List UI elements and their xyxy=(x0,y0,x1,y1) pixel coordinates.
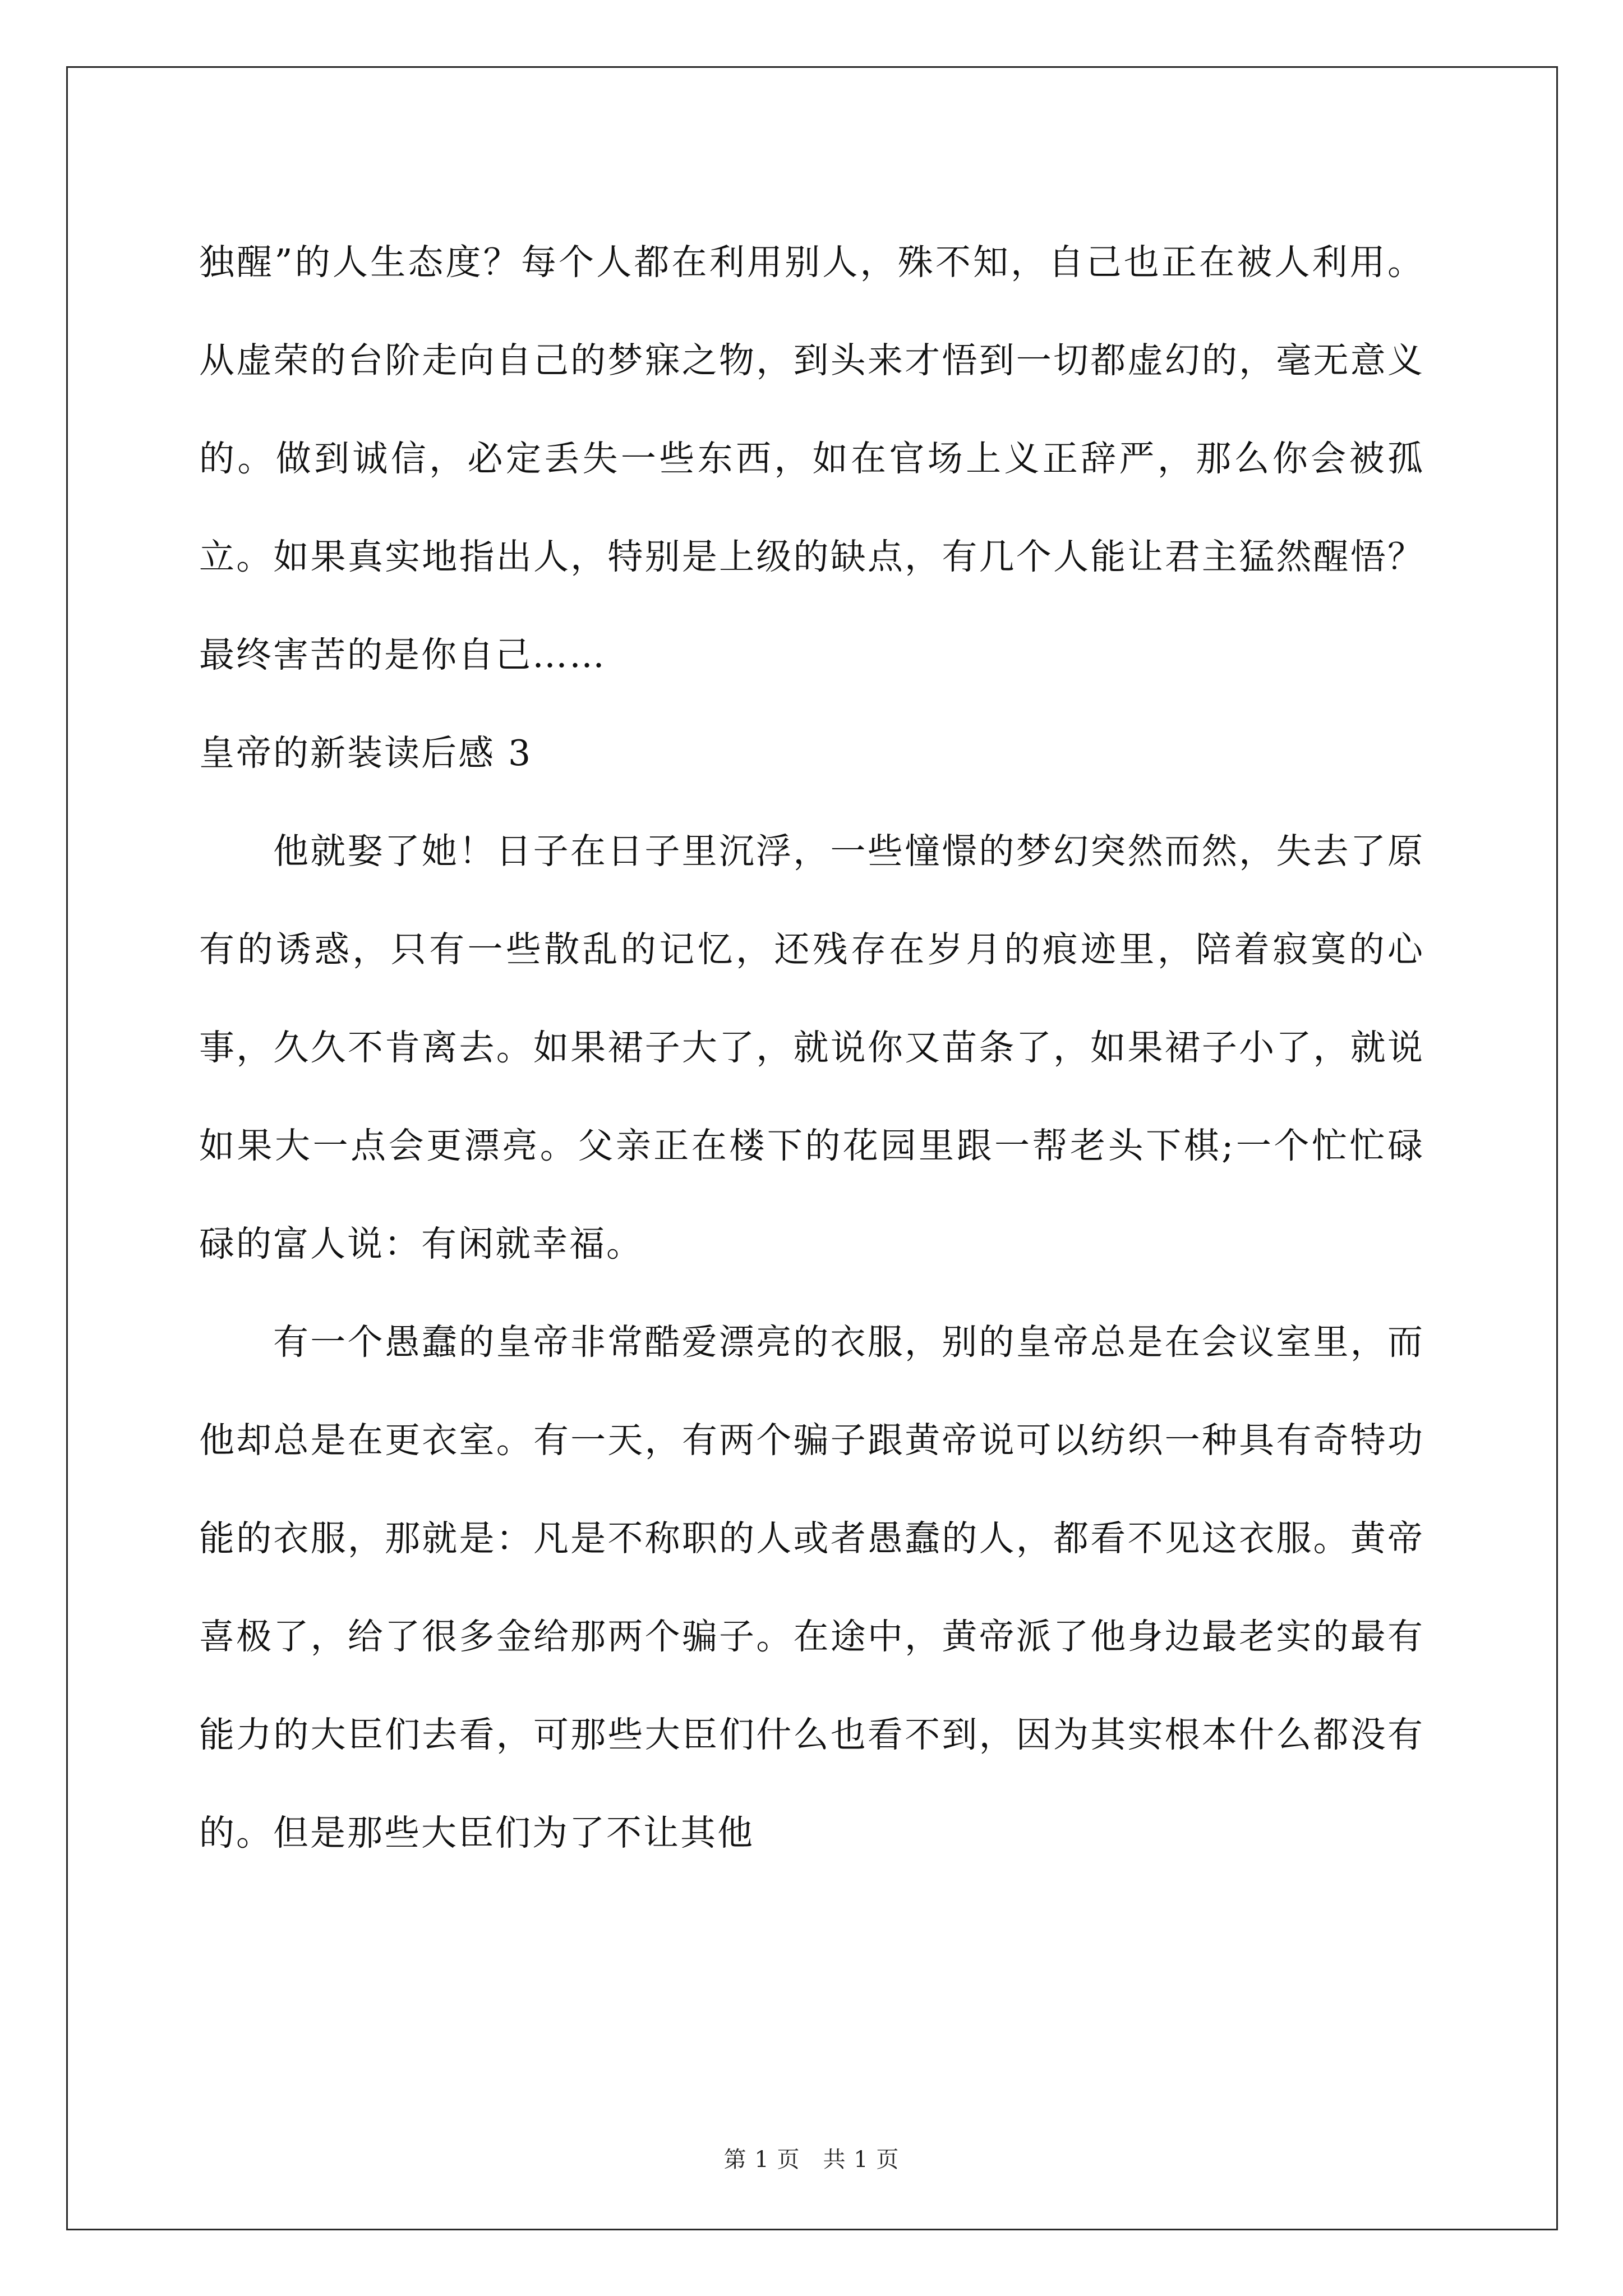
paragraph: 他就娶了她！日子在日子里沉浮，一些憧憬的梦幻突然而然，失去了原有的诱惑，只有一些散乱的记忆，还残存在岁月的痕迹里，陪着寂寞的心事，久久不肯离去。如果裙子大了，就说你又苗条了，如果裙子小了，就说如果大一点会更漂亮。父亲正在楼下的花园里跟一帮老头下棋;一个忙忙碌碌的富人说：有闲就幸福。 xyxy=(199,831,1424,1264)
document-body xyxy=(199,213,1424,1882)
paragraph: 有一个愚蠢的皇帝非常酷爱漂亮的衣服，别的皇帝总是在会议室里，而他却总是在更衣室。有一天，有两个骗子跟黄帝说可以纺织一种具有奇特功能的衣服，那就是：凡是不称职的人或者愚蠢的人，都看不见这衣服。黄帝喜极了，给了很多金给那两个骗子。在途中，黄帝派了他身边最老实的最有能力的大臣们去看，可那些大臣们什么也看不到，因为其实根本什么都没有的。但是那些大臣们为了不让其他 xyxy=(199,1322,1424,1853)
section-heading: 皇帝的新装读后感 3 xyxy=(199,733,533,774)
page-footer: 第 1 页 共 1 页 xyxy=(723,2147,900,2173)
paragraph-continuation: 独醒”的人生态度？每个人都在利用别人，殊不知，自己也正在被人利用。从虚荣的台阶走向自己的梦寐之物，到头来才悟到一切都虚幻的，毫无意义的。做到诚信，必定丢失一些东西，如在官场上义正辞严，那么你会被孤立。如果真实地指出人，特别是上级的缺点，有几个人能让君主猛然醒悟？最终害苦的是你自己…… xyxy=(199,242,1424,675)
